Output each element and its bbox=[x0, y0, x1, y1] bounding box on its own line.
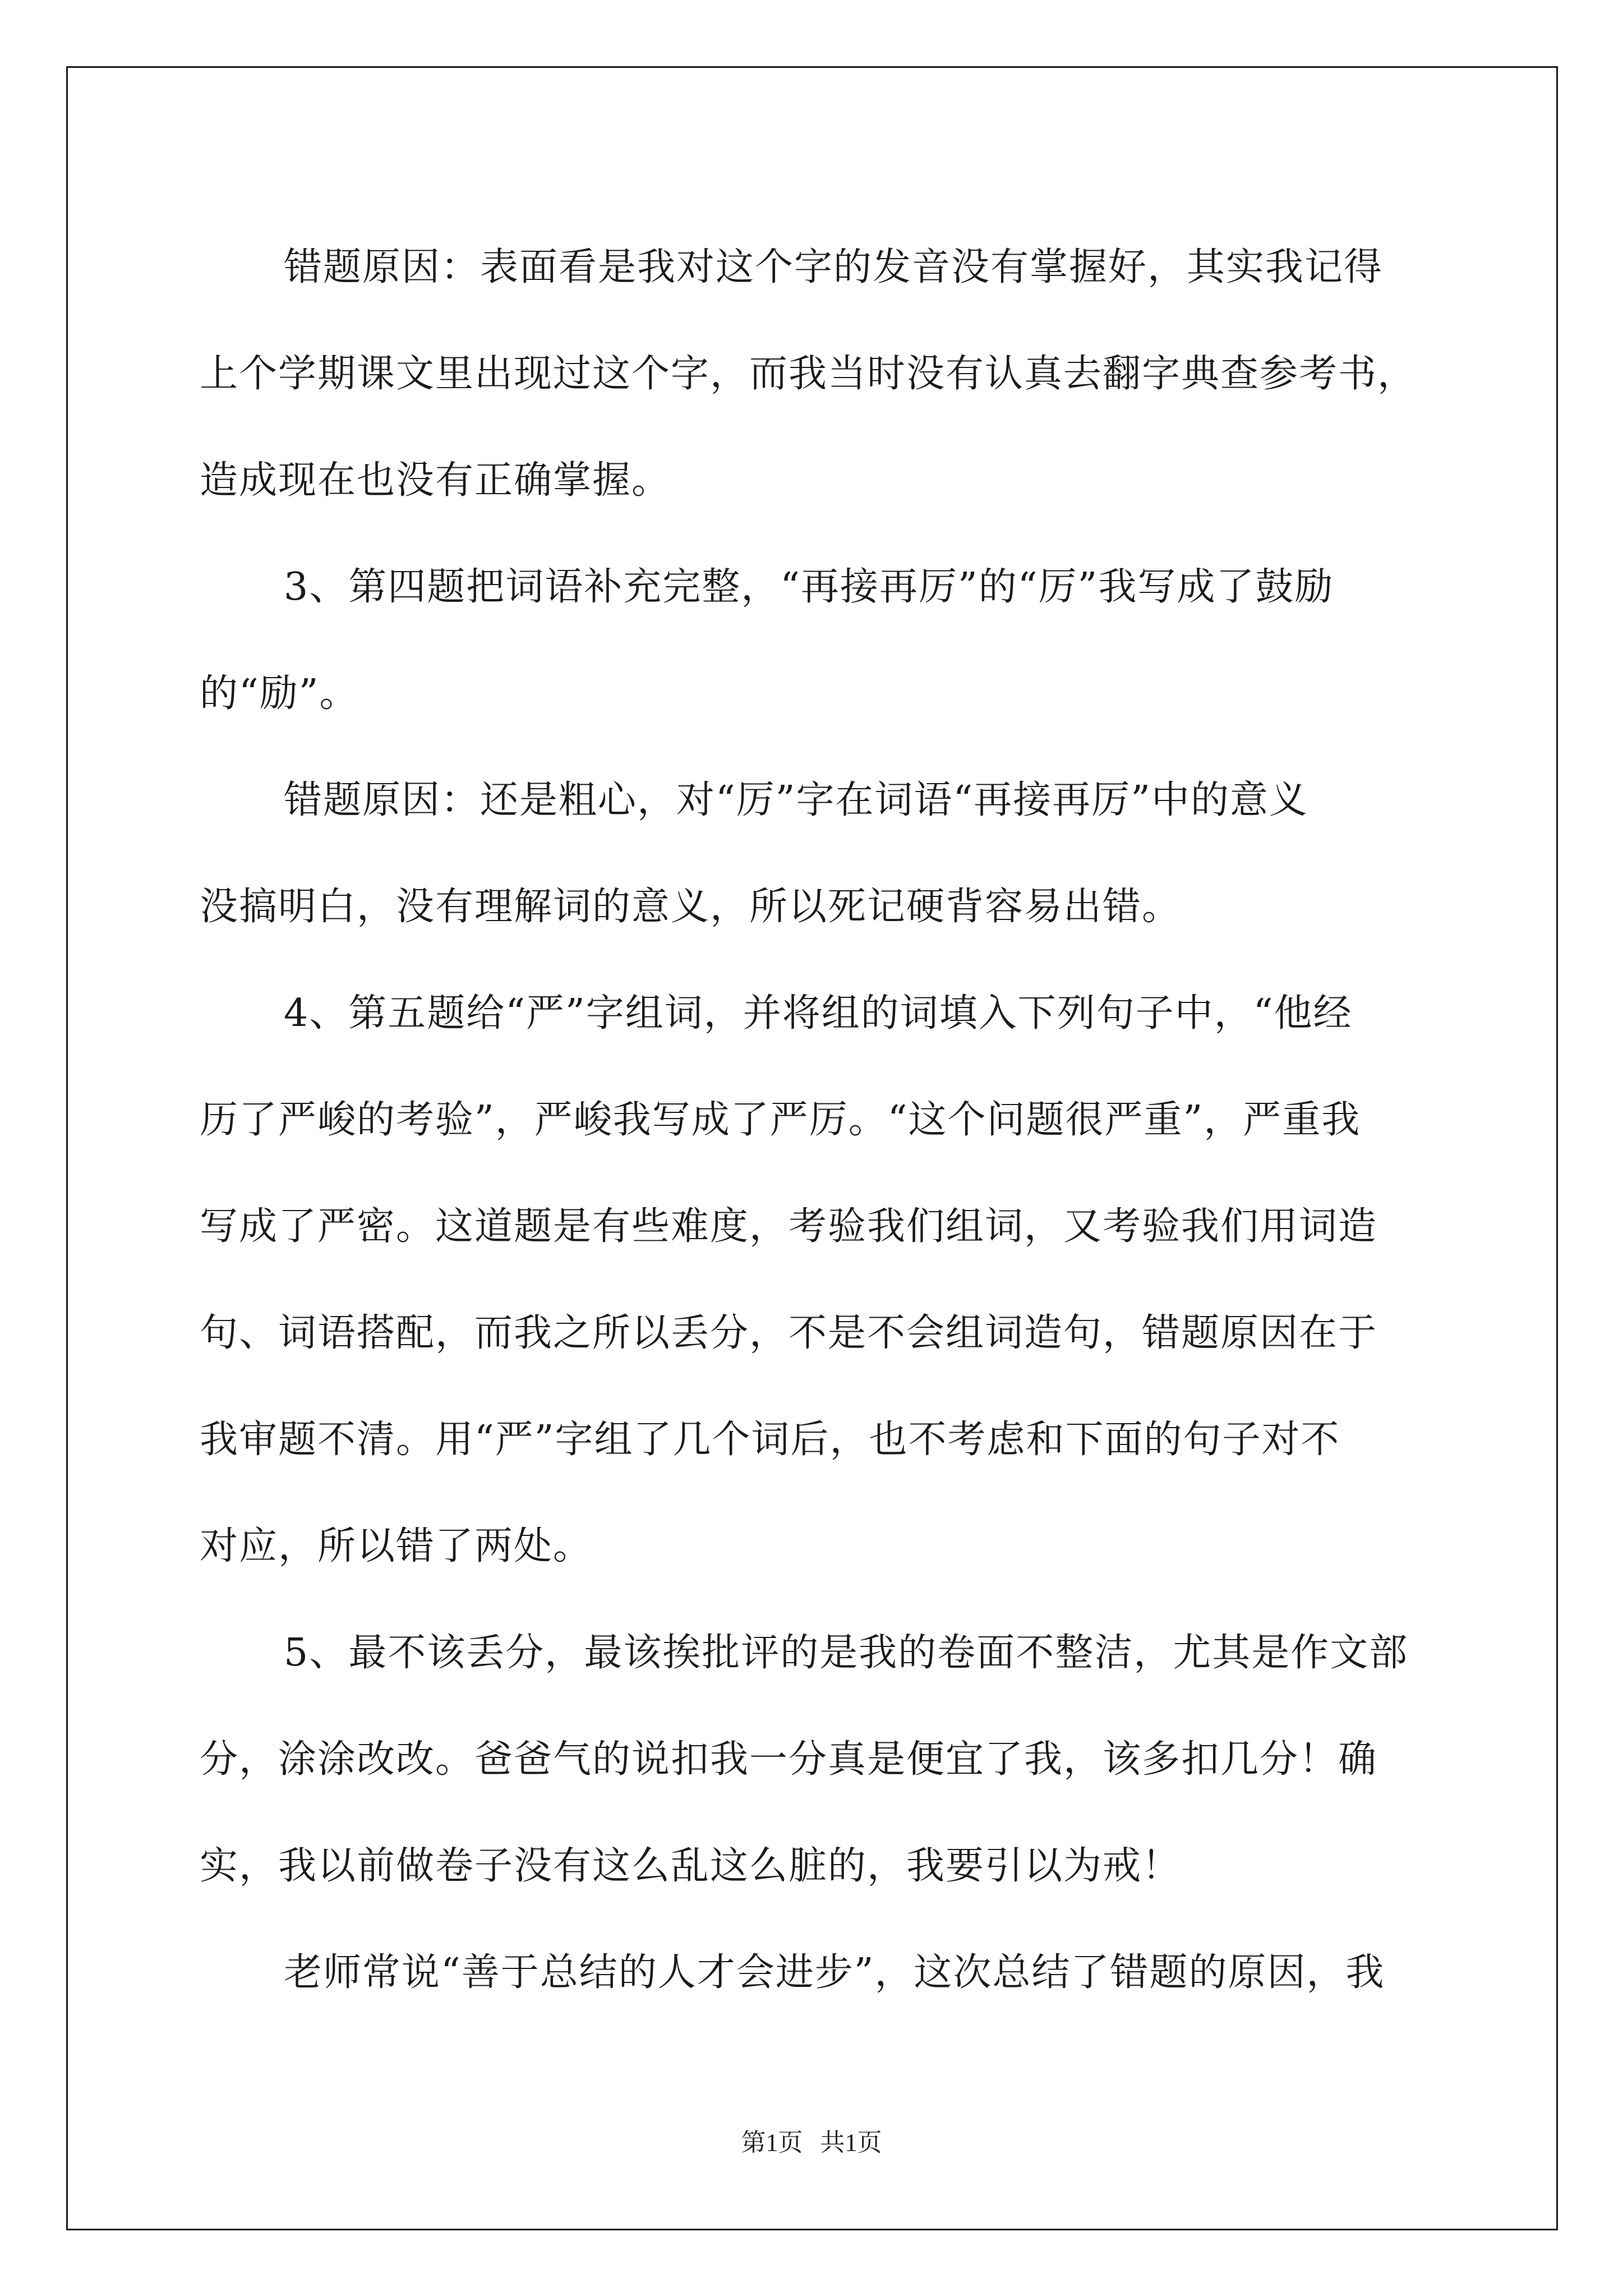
text-line: 上个学期课文里出现过这个字，而我当时没有认真去翻字典查参考书， bbox=[200, 352, 1417, 396]
text-line: 老师常说“善于总结的人才会进步”，这次总结了错题的原因，我 bbox=[284, 1950, 1385, 1995]
text-line: 错题原因：还是粗心，对“厉”字在词语“再接再厉”中的意义 bbox=[284, 778, 1309, 822]
paragraph-item-4 bbox=[200, 960, 1433, 1600]
text-line: 分，涂涂改改。爸爸气的说扣我一分真是便宜了我，该多扣几分！确 bbox=[200, 1737, 1378, 1782]
text-line: 我审题不清。用“严”字组了几个词后，也不考虑和下面的句子对不 bbox=[200, 1418, 1340, 1462]
text-line: 3、第四题把词语补充完整，“再接再厉”的“厉”我写成了鼓励 bbox=[284, 565, 1334, 609]
text-line: 的“励”。 bbox=[200, 671, 359, 716]
text-line: 5、最不该丢分，最该挨批评的是我的卷面不整洁，尤其是作文部 bbox=[284, 1631, 1409, 1675]
text-line: 没搞明白，没有理解词的意义，所以死记硬背容易出错。 bbox=[200, 885, 1182, 929]
text-line: 4、第五题给“严”字组词，并将组的词填入下列句子中，“他经 bbox=[284, 991, 1353, 1036]
text-line: 造成现在也没有正确掌握。 bbox=[200, 458, 671, 503]
text-line: 实，我以前做卷子没有这么乱这么脏的，我要引以为戒！ bbox=[200, 1844, 1182, 1888]
text-line: 写成了严密。这道题是有些难度，考验我们组词，又考验我们用词造 bbox=[200, 1204, 1378, 1249]
paragraph-item-5 bbox=[200, 1600, 1433, 1920]
page-number: 第1页 bbox=[741, 2129, 803, 2156]
document-body bbox=[200, 214, 1433, 2026]
paragraph-conclusion bbox=[200, 1920, 1433, 2026]
text-line: 错题原因：表面看是我对这个字的发音没有掌握好，其实我记得 bbox=[284, 245, 1384, 289]
paragraph-item-3 bbox=[200, 534, 1433, 747]
page-total: 共1页 bbox=[820, 2129, 882, 2156]
text-line: 句、词语搭配，而我之所以丢分，不是不会组词造句，错题原因在于 bbox=[200, 1311, 1378, 1355]
page-footer bbox=[0, 2126, 1623, 2160]
text-line: 历了严峻的考验”，严峻我写成了严厉。“这个问题很严重”，严重我 bbox=[200, 1098, 1361, 1142]
paragraph-error-reason-1 bbox=[200, 214, 1433, 534]
text-line: 对应，所以错了两处。 bbox=[200, 1524, 593, 1568]
paragraph-error-reason-2 bbox=[200, 747, 1433, 960]
